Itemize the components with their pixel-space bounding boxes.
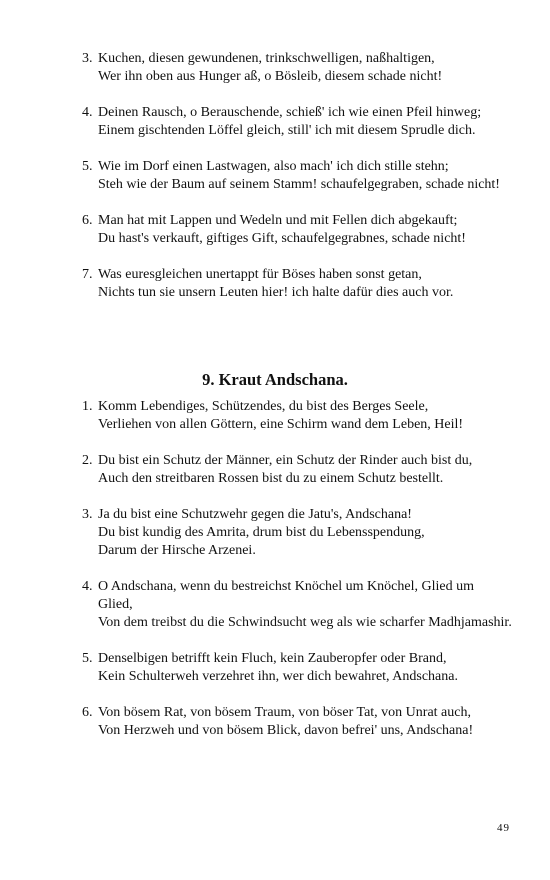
verse-line: Einem gischtenden Löffel gleich, still' ich mit diesem Sprudle dich. [98, 123, 476, 138]
verse-line: 7. Was euresgleichen unertappt für Böses haben sonst getan, [82, 267, 422, 282]
verse-line: Wer ihn oben aus Hunger aß, o Bösleib, diesem schade nicht! [98, 69, 443, 84]
verse-3 [82, 50, 512, 86]
section-verses [82, 398, 512, 740]
verse-line: Auch den streitbaren Rossen bist du zu einem Schutz bestellt. [98, 471, 444, 486]
section-verse-2 [82, 452, 512, 488]
verse-5 [82, 158, 512, 194]
section-title: 9. Kraut Andschana. [202, 370, 348, 389]
verse-line: 5. Wie im Dorf einen Lastwagen, also mach' ich dich stille stehn; [82, 159, 449, 174]
verse-line: Du bist kundig des Amrita, drum bist du Lebensspendung, [98, 525, 425, 540]
verse-line: Kein Schulterweh verzehret ihn, wer dich bewahret, Andschana. [98, 669, 458, 684]
verse-6 [82, 212, 512, 248]
verse-line: 6. Man hat mit Lappen und Wedeln und mit Fellen dich abgekauft; [82, 213, 458, 228]
verse-line: Von dem treibst du die Schwindsucht weg als wie scharfer Madhjamashir. [98, 615, 512, 630]
verse-line: 1. Komm Lebendiges, Schützendes, du bist des Berges Seele, [82, 399, 429, 414]
section-verse-3 [82, 506, 512, 560]
verse-line: Nichts tun sie unsern Leuten hier! ich halte dafür dies auch vor. [98, 285, 454, 300]
section-verse-1 [82, 398, 512, 434]
verse-line: Darum der Hirsche Arzenei. [98, 543, 256, 558]
verse-4 [82, 104, 512, 140]
verse-line: Verliehen von allen Göttern, eine Schirm wand dem Leben, Heil! [98, 417, 464, 432]
verse-line: Steh wie der Baum auf seinem Stamm! schaufelgegraben, schade nicht! [98, 177, 500, 192]
verse-line: 5. Denselbigen betrifft kein Fluch, kein Zauberopfer oder Brand, [82, 651, 447, 666]
verse-7 [82, 266, 512, 302]
page-number: 49 [497, 822, 510, 834]
verse-line: 3. Kuchen, diesen gewundenen, trinkschwelligen, naßhaltigen, [82, 51, 435, 66]
verse-line: Von Herzweh und von bösem Blick, davon befrei' uns, Andschana! [98, 723, 474, 738]
section-verse-5 [82, 650, 512, 686]
verse-line: 4. Deinen Rausch, o Berauschende, schieß' ich wie einen Pfeil hinweg; [82, 105, 482, 120]
verse-line: 2. Du bist ein Schutz der Männer, ein Schutz der Rinder auch bist du, [82, 453, 473, 468]
verse-line: 3. Ja du bist eine Schutzwehr gegen die Jatu's, Andschana! [82, 507, 412, 522]
verse-line: 6. Von bösem Rat, von bösem Traum, von böser Tat, von Unrat auch, [82, 705, 471, 720]
section-verse-4 [82, 578, 512, 632]
section-verse-6 [82, 704, 512, 740]
verse-line: Du hast's verkauft, giftiges Gift, schaufelgegrabnes, schade nicht! [98, 231, 466, 246]
top-verses [82, 50, 512, 302]
verse-line: 4. O Andschana, wenn du bestreichst Knöchel um Knöchel, Glied um Glied, [82, 579, 474, 612]
